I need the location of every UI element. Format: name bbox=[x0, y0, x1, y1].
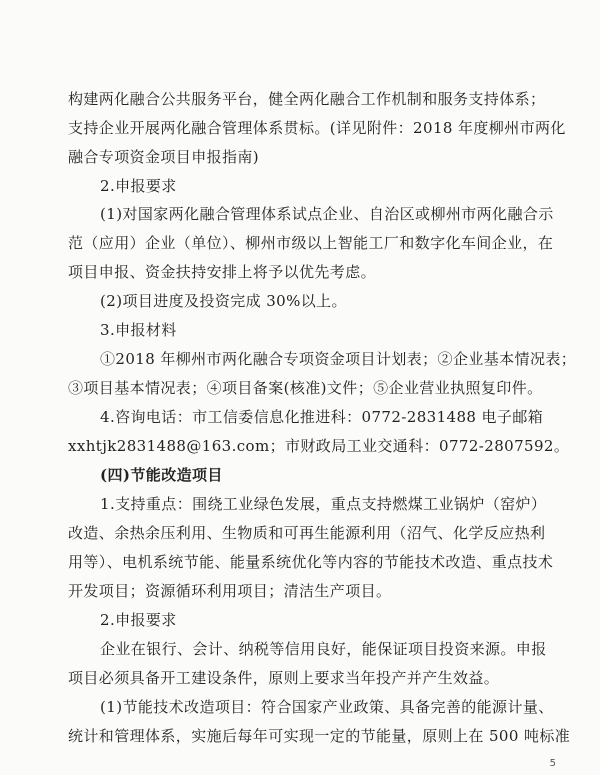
text-line: 1.支持重点：围绕工业绿色发展，重点支持燃煤工业锅炉（窑炉） bbox=[100, 495, 547, 513]
text-line: 改造、余热余压利用、生物质和可再生能源利用（沼气、化学反应热利 bbox=[68, 524, 546, 542]
text-line: 融合专项资金项目申报指南) bbox=[68, 148, 260, 166]
text-line: 企业在银行、会计、纳税等信用良好，能保证项目投资来源。申报 bbox=[100, 640, 547, 658]
page-number: 5 bbox=[549, 758, 556, 769]
text-line: 支持企业开展两化融合管理体系贯标。(详见附件：2018 年度柳州市两化 bbox=[68, 119, 566, 137]
text-line: ③项目基本情况表；④项目备案(核准)文件；⑤企业营业执照复印件。 bbox=[68, 379, 543, 397]
text-line: xxhtjk2831488@163.com；市财政局工业交通科：0772-2807592。 bbox=[68, 437, 570, 455]
section-heading: 3.申报材料 bbox=[100, 321, 177, 339]
section-title: (四)节能改造项目 bbox=[100, 466, 223, 484]
section-heading: 2.申报要求 bbox=[100, 611, 177, 629]
text-line: 统计和管理体系，实施后每年可实现一定的节能量，原则上在 500 吨标准 bbox=[68, 727, 571, 745]
text-line: 4.咨询电话：市工信委信息化推进科：0772-2831488 电子邮箱 bbox=[100, 408, 544, 426]
text-line: 项目必须具备开工建设条件，原则上要求当年投产并产生效益。 bbox=[68, 669, 500, 687]
text-line: ①2018 年柳州市两化融合专项资金项目计划表；②企业基本情况表； bbox=[100, 350, 577, 368]
text-line: (1)节能技术改造项目：符合国家产业政策、具备完善的能源计量、 bbox=[100, 698, 554, 716]
text-line: 项目申报、资金扶持安排上将予以优先考虑。 bbox=[68, 263, 377, 281]
text-line: (1)对国家两化融合管理体系试点企业、自治区或柳州市两化融合示 bbox=[100, 205, 554, 223]
text-line: 用等）、电机系统节能、能量系统优化等内容的节能技术改造、重点技术 bbox=[68, 553, 554, 571]
text-line: (2)项目进度及投资完成 30%以上。 bbox=[100, 292, 347, 310]
text-line: 构建两化融合公共服务平台，健全两化融合工作机制和服务支持体系； bbox=[68, 90, 546, 108]
text-line: 开发项目；资源循环利用项目；清洁生产项目。 bbox=[68, 582, 392, 600]
text-line: 范（应用）企业（单位）、柳州市级以上智能工厂和数字化车间企业，在 bbox=[68, 234, 554, 252]
section-heading: 2.申报要求 bbox=[100, 177, 177, 195]
